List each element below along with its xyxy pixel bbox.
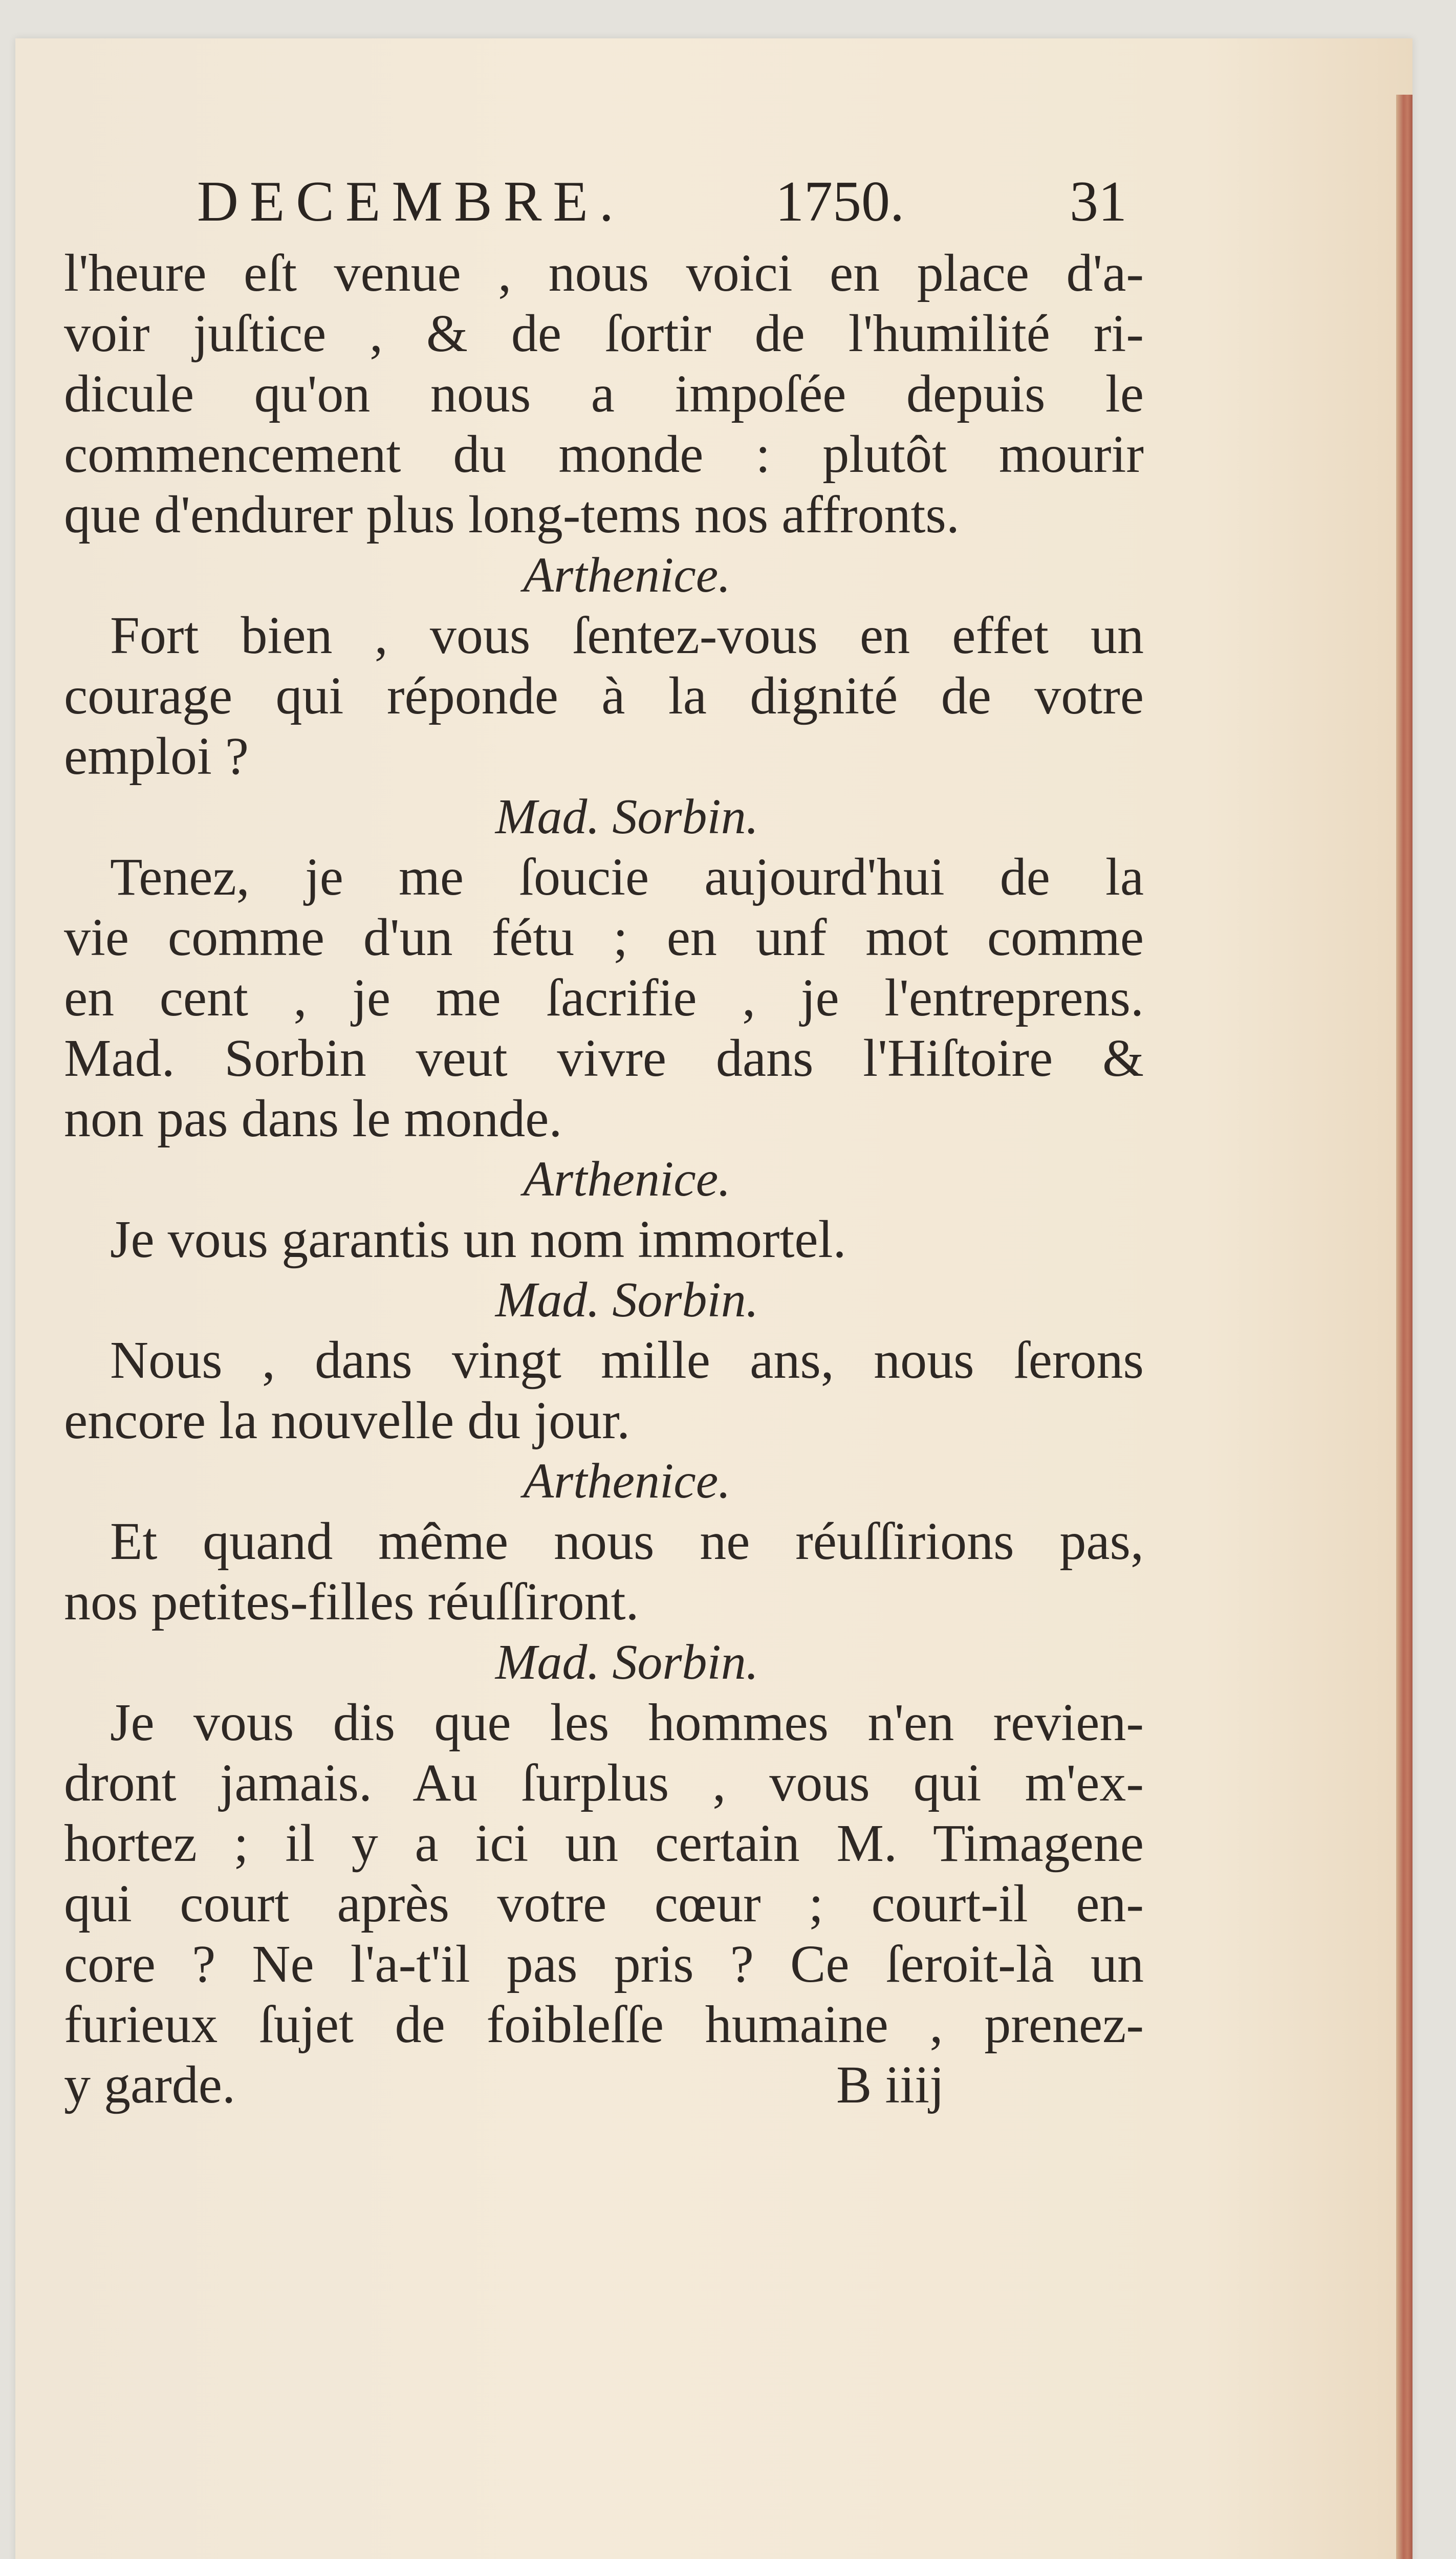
- speaker-name: Arthenice.: [523, 1152, 731, 1207]
- running-header: [15, 169, 1412, 246]
- book-page: [15, 38, 1412, 2559]
- text-line: Nous , dans vingt mille ans, nous ſerons: [110, 1331, 1144, 1390]
- text-line: dicule qu'on nous a impoſée depuis le: [64, 364, 1144, 423]
- text-line: encore la nouvelle du jour.: [64, 1391, 631, 1450]
- text-line: hortez ; il y a ici un certain M. Timagene: [64, 1814, 1144, 1873]
- text-line: commencement du monde : plutôt mourir: [64, 425, 1144, 484]
- text-line: furieux ſujet de foibleſſe humaine , prenez-: [64, 1995, 1144, 2054]
- text-line: voir juſtice , & de ſortir de l'humilité ri-: [64, 304, 1144, 363]
- text-line: vie comme d'un fétu ; en unf mot comme: [64, 908, 1144, 967]
- text-line: Je vous dis que les hommes n'en revien-: [110, 1693, 1144, 1752]
- header-year: 1750.: [775, 170, 904, 233]
- text-line: Je vous garantis un nom immortel.: [110, 1210, 846, 1269]
- page-number: 31: [1070, 170, 1127, 233]
- text-line: emploi ?: [64, 727, 249, 786]
- body-text: [64, 243, 1144, 2115]
- speaker-name: Mad. Sorbin.: [495, 1635, 759, 1690]
- text-line: Mad. Sorbin veut vivre dans l'Hiſtoire &: [64, 1029, 1144, 1088]
- text-line: non pas dans le monde.: [64, 1089, 562, 1148]
- final-line: [64, 2055, 1144, 2115]
- text-line: nos petites-filles réuſſiront.: [64, 1572, 639, 1631]
- text-line: que d'endurer plus long-tems nos affronts.: [64, 485, 960, 544]
- text-line: Et quand même nous ne réuſſirions pas,: [110, 1512, 1144, 1571]
- text-line: y garde.: [64, 2055, 235, 2114]
- text-line: dront jamais. Au ſurplus , vous qui m'ex-: [64, 1753, 1144, 1812]
- text-line: Fort bien , vous ſentez-vous en effet un: [110, 606, 1144, 665]
- speaker-name: Mad. Sorbin.: [495, 1272, 759, 1328]
- page-edge: [1396, 95, 1412, 2559]
- text-line: l'heure eſt venue , nous voici en place d'a-: [64, 244, 1144, 302]
- header-month: DECEMBRE.: [197, 170, 625, 233]
- speaker-name: Mad. Sorbin.: [495, 789, 759, 844]
- speaker-name: Arthenice.: [523, 1454, 731, 1509]
- text-line: qui court après votre cœur ; court-il en-: [64, 1874, 1144, 1933]
- speaker-name: Arthenice.: [523, 548, 731, 603]
- text-line: core ? Ne l'a-t'il pas pris ? Ce ſeroit-là un: [64, 1935, 1144, 1993]
- text-line: Tenez, je me ſoucie aujourd'hui de la: [110, 848, 1144, 906]
- text-line: en cent , je me ſacrifie , je l'entreprens.: [64, 968, 1144, 1027]
- text-line: courage qui réponde à la dignité de votre: [64, 666, 1144, 725]
- signature-mark: B iiij: [836, 2055, 944, 2114]
